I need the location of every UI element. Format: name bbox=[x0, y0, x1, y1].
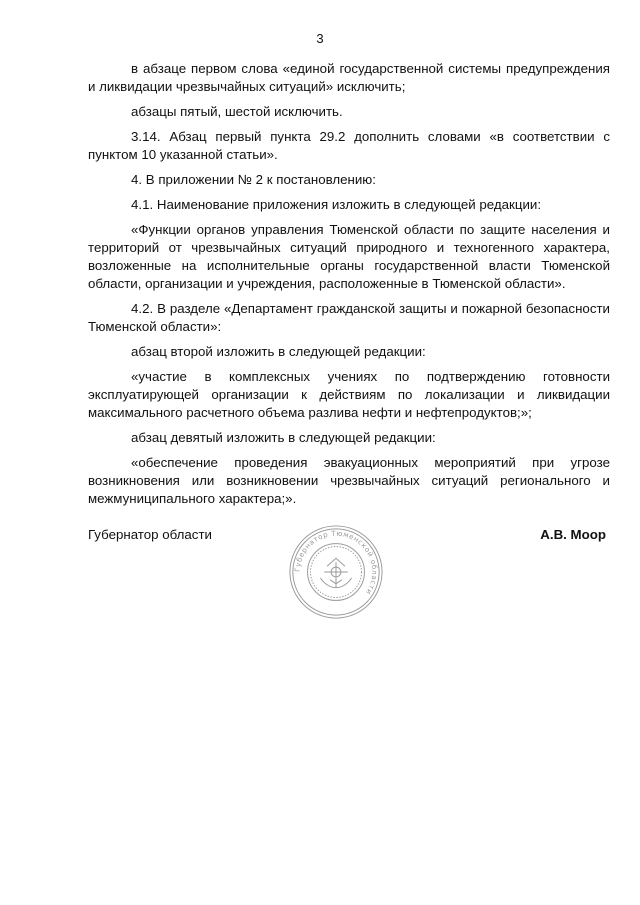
paragraph: «обеспечение проведения эвакуационных мероприятий при угрозе возникновения или возникновении чрезвычайных ситуаций регионального и межмуниципального характера;». bbox=[88, 455, 610, 506]
paragraph: 4.1. Наименование приложения изложить в следующей редакции: bbox=[131, 197, 542, 212]
paragraph: 3.14. Абзац первый пункта 29.2 дополнить словами «в соответствии с пунктом 10 указанной статьи». bbox=[88, 129, 610, 162]
document-body bbox=[88, 60, 610, 515]
paragraph: абзац второй изложить в следующей редакции: bbox=[131, 344, 426, 359]
page-number: 3 bbox=[316, 31, 324, 46]
seal-text: Губернатор Тюменской области bbox=[292, 528, 380, 597]
paragraph: 4. В приложении № 2 к постановлению: bbox=[131, 172, 376, 187]
paragraph: «участие в комплексных учениях по подтверждению готовности эксплуатирующей организации к действиям по локализации и ликвидации максимального расчетного объема разлива нефти и нефтепродуктов;»; bbox=[88, 369, 610, 420]
signer-position: Губернатор области bbox=[88, 527, 212, 542]
paragraph: абзацы пятый, шестой исключить. bbox=[131, 104, 343, 119]
signer-name: А.В. Моор bbox=[540, 527, 606, 542]
paragraph: в абзаце первом слова «единой государственной системы предупреждения и ликвидации чрезвычайных ситуаций» исключить; bbox=[88, 61, 610, 94]
official-seal-icon bbox=[287, 523, 385, 621]
paragraph: 4.2. В разделе «Департамент гражданской защиты и пожарной безопасности Тюменской области»: bbox=[88, 301, 610, 334]
paragraph: абзац девятый изложить в следующей редакции: bbox=[131, 430, 436, 445]
paragraph: «Функции органов управления Тюменской области по защите населения и территорий от чрезвычайных ситуаций природного и техногенного характера, возложенные на исполнительные органы государственной власти Тюменской области, организации и учреждения, расположенные в Тюменской области». bbox=[88, 222, 610, 291]
